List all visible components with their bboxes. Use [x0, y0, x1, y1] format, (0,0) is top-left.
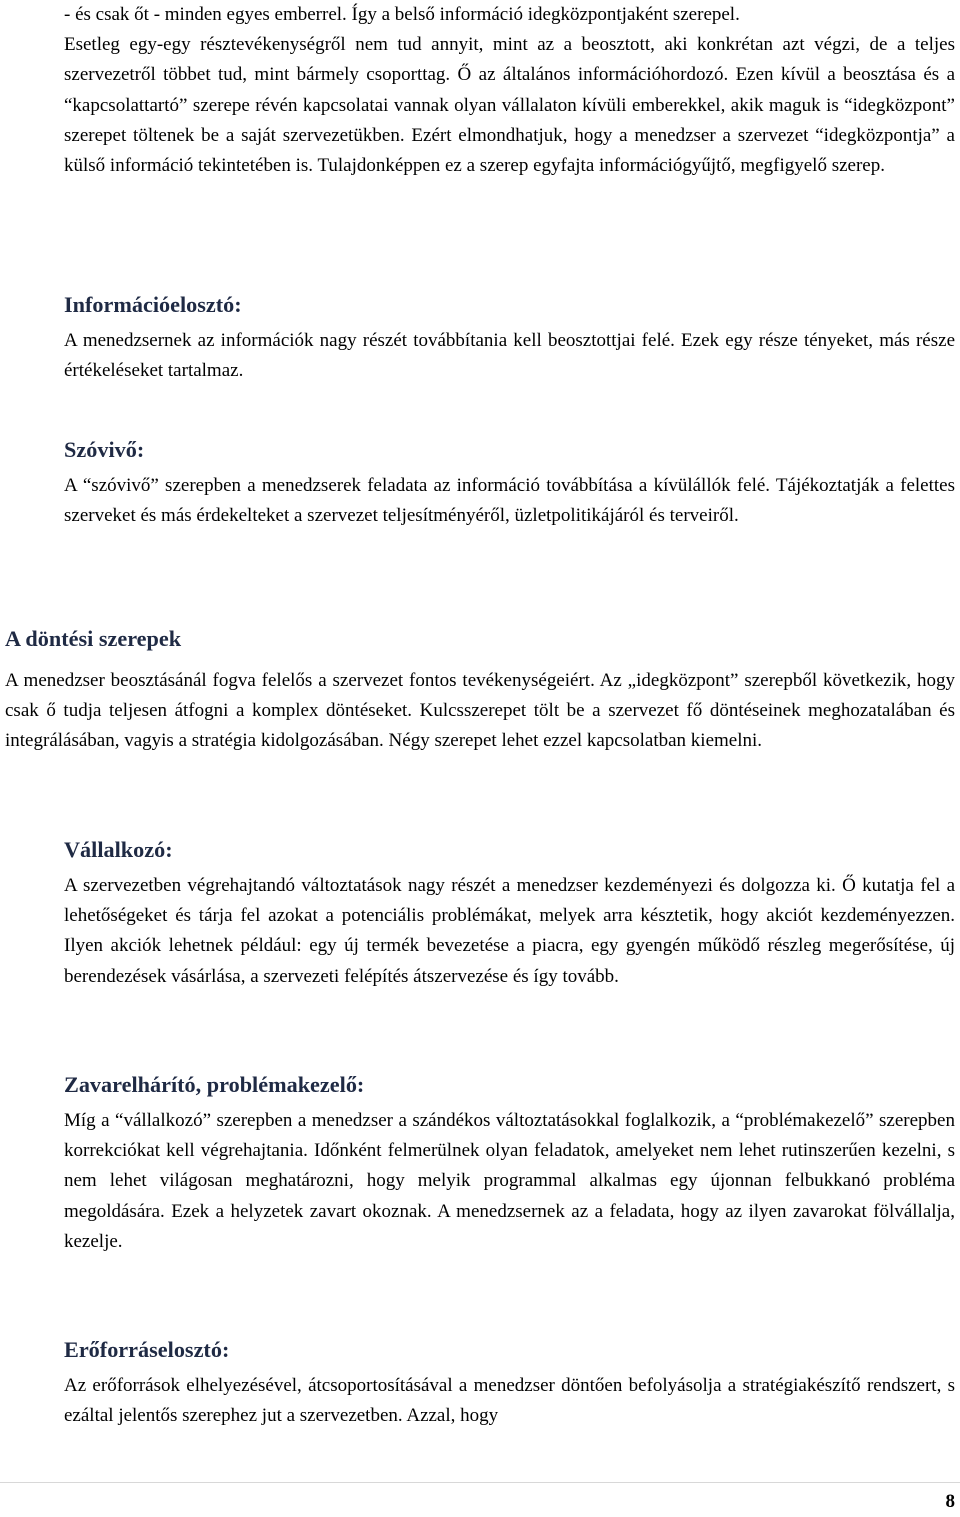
text-zavarelharito: Míg a “vállalkozó” szerepben a menedzser a szándékos változtatásokkal foglalkozik, a “problémakezelő” szerepben korrekciókat kell végrehajtania. Időnként felmerülnek olyan feladatok, amelyeket nem lehet rutinszerűen kezelni, s nem lehet világosan meghatározni, hogy melyik programmal alkalmas egy újonnan felbukkanó probléma megoldására. Ezek a helyzetek zavart okoznak. A menedzsernek az a feladata, hogy az ilyen zavarokat fölvállalja, kezelje.	[64, 1110, 955, 1252]
heading-vallalkozo: Vállalkozó:	[64, 837, 173, 862]
heading-dontesi-szerepek: A döntési szerepek	[5, 626, 182, 651]
text-vallalkozo: A szervezetben végrehajtandó változtatások nagy részét a menedzser kezdeményezi és dolgozza ki. Ő kutatja fel a lehetőségeket és tárja fel azokat a potenciális problémákat, melyek arra késztetik, hogy akciót kezdeményezzen. Ilyen akciók lehetnek például: egy új termék bevezetése a piacra, egy gyengén működő részleg megerősítése, új berendezések vásárlása, a szervezeti felépítés átszervezése és így tovább.	[64, 875, 955, 987]
page-number: 8	[945, 1491, 955, 1512]
intro-first-line: - és csak őt - minden egyes emberrel. Így a belső információ idegközpontjaként szerepel.	[64, 4, 740, 25]
heading-zavarelharito: Zavarelhárító, problémakezelő:	[64, 1072, 365, 1097]
heading-eroforraseloszto: Erőforráselosztó:	[64, 1337, 230, 1362]
text-informacioeloszto: A menedzsernek az információk nagy részét továbbítania kell beosztottjai felé. Ezek egy része tényeket, más része értékeléseket tartalmaz.	[64, 330, 955, 382]
heading-szovivo: Szóvivő:	[64, 437, 145, 462]
intro-text: Esetleg egy-egy résztevékenységről nem tud annyit, mint az a beosztott, aki konkrétan azt végzi, de a teljes szervezetről többet tud, mint bármely csoporttag. Ő az általános információhordozó. Ezen kívül a beosztása és a “kapcsolattartó” szerepe révén kapcsolatai vannak olyan vállalaton kívüli emberekkel, akik maguk is “idegközpont” szerepet töltenek be a saját szervezetükben. Ezért elmondhatjuk, hogy a menedzser a szervezet “idegközpontja” a külső információ tekintetében is. Tulajdonképpen ez a szerep egyfajta információgyűjtő, megfigyelő szerep.	[64, 34, 955, 177]
intro-paragraph	[64, 0, 955, 181]
text-szovivo: A “szóvivő” szerepben a menedzserek feladata az információ továbbítása a kívülállók felé. Tájékoztatják a felettes szerveket és más érdekelteket a szervezet teljesítményéről, üzletpolitikájáról és terveiről.	[64, 475, 955, 527]
footer-divider	[0, 1482, 960, 1483]
heading-informacioeloszto: Információelosztó:	[64, 292, 242, 317]
text-dontesi-szerepek: A menedzser beosztásánál fogva felelős a szervezet fontos tevékenységeiért. Az „idegközpont” szerepből következik, hogy csak ő tudja teljesen átfogni a komplex döntéseket. Kulcsszerepet tölt be a szervezet fő döntéseinek meghozatalában és integrálásában, vagyis a stratégia kidolgozásában. Négy szerepet lehet ezzel kapcsolatban kiemelni.	[5, 670, 955, 752]
text-eroforraseloszto: Az erőforrások elhelyezésével, átcsoportosításával a menedzser döntően befolyásolja a stratégiakészítő rendszert, s ezáltal jelentős szerephez jut a szervezetben. Azzal, hogy	[64, 1375, 955, 1427]
